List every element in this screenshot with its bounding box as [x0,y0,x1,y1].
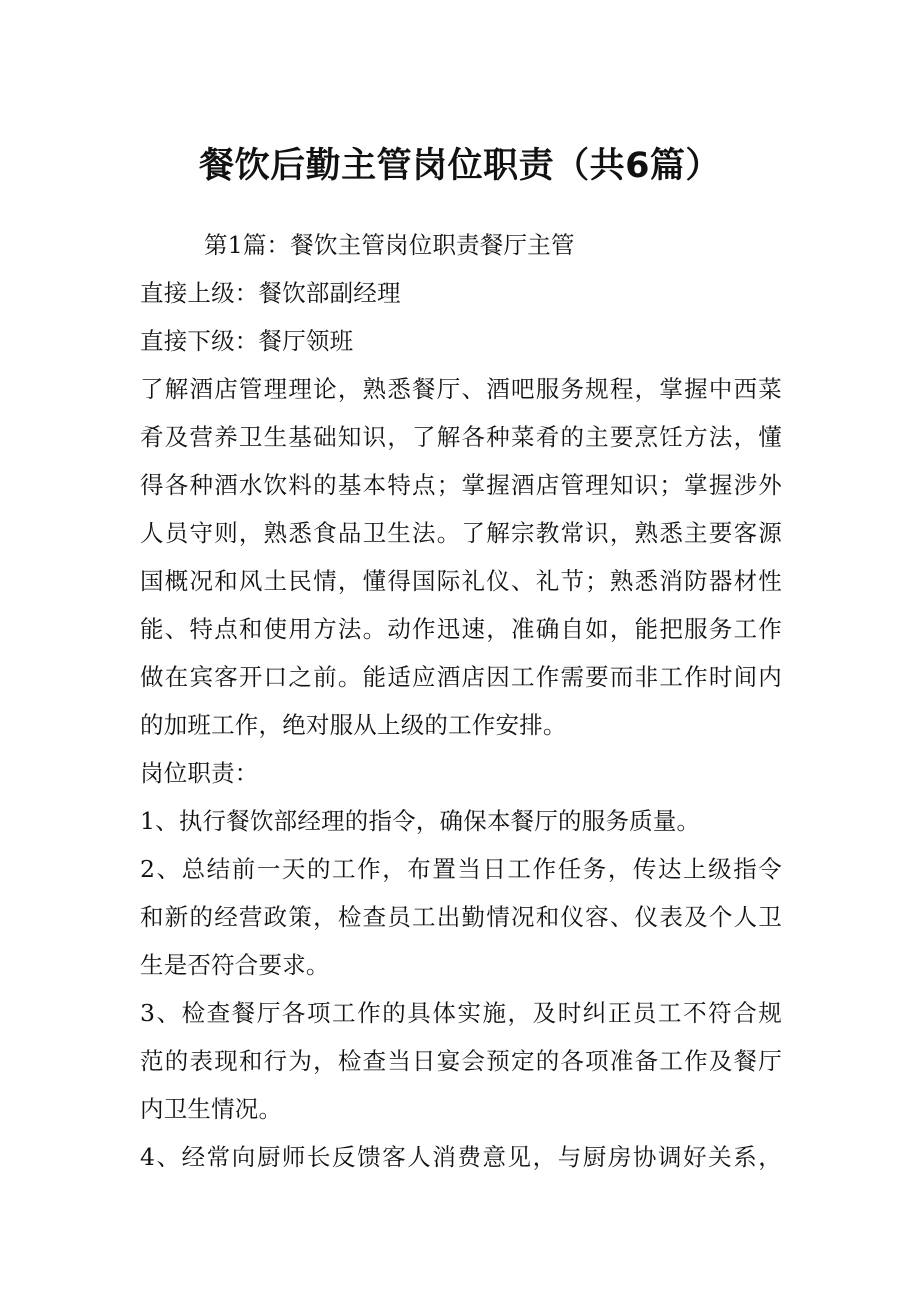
document-title: 餐饮后勤主管岗位职责（共6篇） [199,146,721,186]
duty-line: 3、检查餐厅各项工作的具体实施，及时纠正员工不符合规 [140,999,782,1027]
requirements-line: 做在宾客开口之前。能适应酒店因工作需要而非工作时间内 [140,663,782,691]
duty-line: 1、执行餐饮部经理的指令，确保本餐厅的服务质量。 [140,807,701,835]
requirements-line: 肴及营养卫生基础知识，了解各种菜肴的主要烹饪方法，懂 [140,423,782,451]
requirements-line: 的加班工作，绝对服从上级的工作安排。 [140,711,567,739]
document-body [140,221,782,1181]
requirements-line: 了解酒店管理理论，熟悉餐厅、酒吧服务规程，掌握中西菜 [140,375,782,403]
duty-line: 和新的经营政策，检查员工出勤情况和仪容、仪表及个人卫 [140,903,782,931]
direct-superior: 直接上级：餐饮部副经理 [140,279,401,307]
requirements-line: 能、特点和使用方法。动作迅速，准确自如，能把服务工作 [140,615,782,643]
duties-heading: 岗位职责： [140,759,259,787]
duty-line: 2、总结前一天的工作，布置当日工作任务，传达上级指令 [140,855,782,883]
requirements-line: 人员守则，熟悉食品卫生法。了解宗教常识，熟悉主要客源 [140,519,782,547]
requirements-line: 得各种酒水饮料的基本特点；掌握酒店管理知识；掌握涉外 [140,471,782,499]
requirements-line: 国概况和风土民情，懂得国际礼仪、礼节；熟悉消防器材性 [140,567,782,595]
section-heading: 第1篇：餐饮主管岗位职责餐厅主管 [204,231,575,259]
duty-line: 范的表现和行为，检查当日宴会预定的各项准备工作及餐厅 [140,1047,782,1075]
duty-line: 生是否符合要求。 [140,951,330,979]
direct-subordinate: 直接下级：餐厅领班 [140,327,354,355]
duty-line: 内卫生情况。 [140,1095,283,1123]
duty-line: 4、经常向厨师长反馈客人消费意见，与厨房协调好关系， [140,1143,782,1171]
